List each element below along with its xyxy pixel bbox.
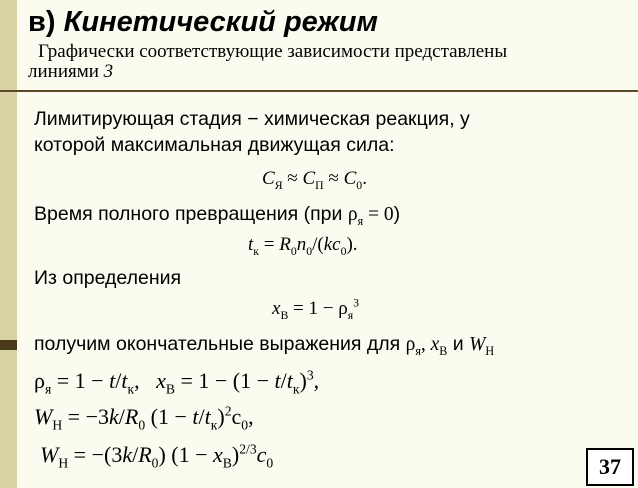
sidebar-stripe: [0, 0, 17, 488]
equation-definition: $x_В = 1 - \rho_я^3$: [272, 296, 360, 322]
equation-final-3: $W_Н = -(3k/R_0) (1 - x_В)^{2/3}c_0$: [40, 441, 274, 471]
equation-concentrations: $C_Я \approx C_П \approx C_0$.: [262, 168, 367, 192]
paragraph-2: Время полного превращения (при $\rho_я = 0$): [34, 203, 401, 228]
title-prefix: в): [28, 6, 56, 38]
title-divider: [0, 90, 638, 92]
subtitle-line-2: линиями 3: [28, 61, 114, 82]
slide-title: [28, 6, 378, 39]
slide-subtitle: [28, 42, 507, 82]
subtitle-line-1: Графически соответствующие зависимости представлены: [38, 41, 508, 62]
title-text: Кинетический режим: [63, 6, 378, 38]
paragraph-4: получим окончательные выражения для $\rho_я$, $x_В$ и $W_Н$: [34, 333, 495, 358]
paragraph-1-line-2: которой максимальная движущая сила:: [34, 134, 395, 156]
page-number-badge: 37: [586, 448, 634, 486]
paragraph-1-line-1: Лимитирующая стадия − химическая реакция, у: [34, 108, 470, 130]
equation-conversion-time: $t_к = R_0n_0/(kc_0)$.: [248, 234, 358, 258]
equation-final-1: $\rho_я = 1 - t/t_к$, $x_В = 1 - (1 - t/t_к)^3$,: [34, 367, 320, 397]
paragraph-3: Из определения: [34, 267, 182, 289]
equation-final-2: $W_Н = -3k/R_0$ $(1 - t/t_к)^2с_0$,: [34, 403, 254, 433]
sidebar-marker: [0, 340, 17, 350]
